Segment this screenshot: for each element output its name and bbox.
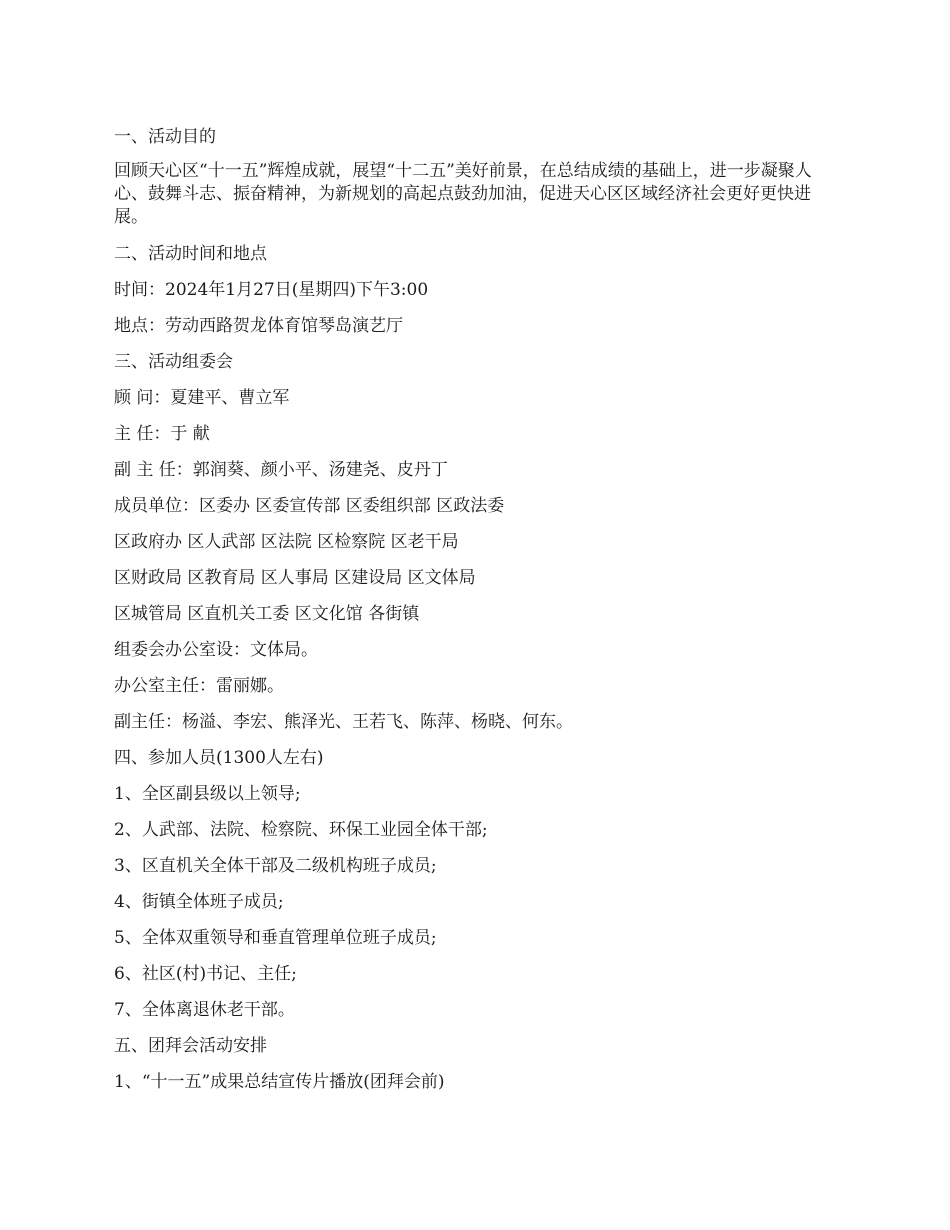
committee-line-member-units-3: 区财政局 区教育局 区人事局 区建设局 区文体局: [114, 568, 476, 588]
purpose-paragraph: 回顾天心区“十一五”辉煌成就，展望“十二五”美好前景，在总结成绩的基础上，进一步凝聚人心、鼓舞斗志、振奋精神，为新规划的高起点鼓劲加油，促进天心区区域经济社会更好更快进展。: [114, 161, 812, 227]
document-body: [114, 124, 840, 1105]
section-heading-attendees: 四、参加人员(1300人左右): [114, 748, 324, 768]
section-heading-time-place: 二、活动时间和地点: [114, 244, 267, 264]
section-heading-purpose: 一、活动目的: [114, 127, 216, 147]
committee-line-advisors: 顾 问：夏建平、曹立军: [114, 388, 290, 408]
time-line: 时间：2024年1月27日(星期四)下午3:00: [114, 280, 429, 300]
committee-line-office-director: 办公室主任：雷丽娜。: [114, 676, 284, 696]
purpose-paragraph-block: [114, 160, 840, 229]
arrangement-item: 1、“十一五”成果总结宣传片播放(团拜会前): [114, 1072, 445, 1092]
section-heading-arrangements: 五、团拜会活动安排: [114, 1036, 267, 1056]
attendee-item: 5、全体双重领导和垂直管理单位班子成员;: [114, 928, 437, 948]
place-line: 地点：劳动西路贺龙体育馆琴岛演艺厅: [114, 316, 403, 336]
committee-line-member-units-1: 成员单位：区委办 区委宣传部 区委组织部 区政法委: [114, 496, 505, 516]
attendee-item: 4、街镇全体班子成员;: [114, 892, 284, 912]
attendee-item: 7、全体离退休老干部。: [114, 1000, 295, 1020]
committee-line-deputy-directors: 副 主 任：郭润葵、颜小平、汤建尧、皮丹丁: [114, 460, 448, 480]
attendee-item: 3、区直机关全体干部及二级机构班子成员;: [114, 856, 437, 876]
committee-line-office-deputies: 副主任：杨溢、李宏、熊泽光、王若飞、陈萍、杨晓、何东。: [114, 712, 573, 732]
attendee-item: 2、人武部、法院、检察院、环保工业园全体干部;: [114, 820, 488, 840]
committee-line-office-location: 组委会办公室设：文体局。: [114, 640, 318, 660]
attendee-item: 1、全区副县级以上领导;: [114, 784, 301, 804]
committee-line-member-units-2: 区政府办 区人武部 区法院 区检察院 区老干局: [114, 532, 459, 552]
committee-line-director: 主 任：于 献: [114, 424, 210, 444]
committee-line-member-units-4: 区城管局 区直机关工委 区文化馆 各街镇: [114, 604, 420, 624]
attendee-item: 6、社区(村)书记、主任;: [114, 964, 297, 984]
section-heading-committee: 三、活动组委会: [114, 352, 233, 372]
